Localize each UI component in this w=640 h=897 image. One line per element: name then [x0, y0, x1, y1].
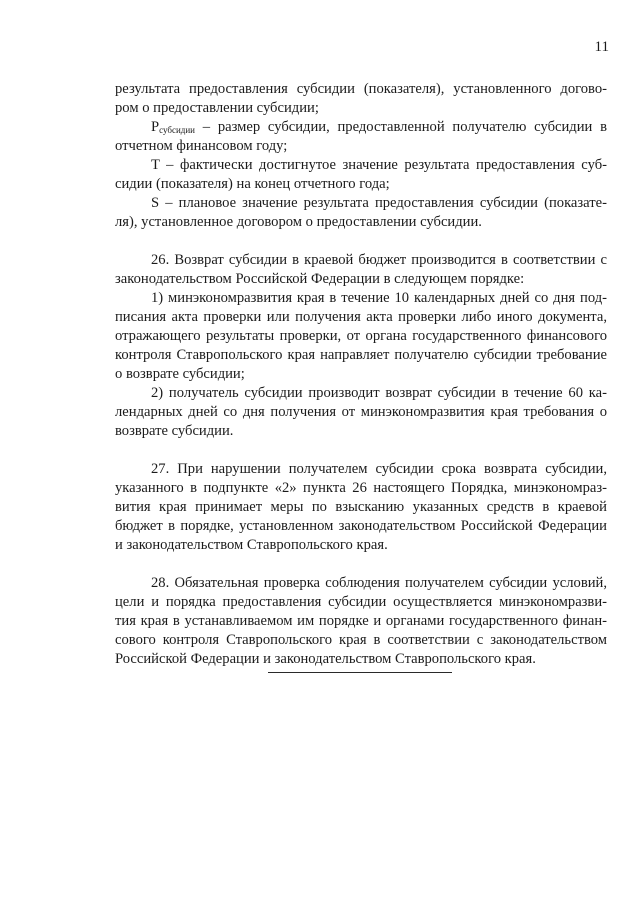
paragraph-26-line: законодательством Российской Федерации в следующем порядке:: [115, 271, 525, 287]
paragraph-27-line: и законодательством Ставропольского края.: [115, 537, 388, 553]
text-line: T – фактически достигнутое значение результата предоставления суб-: [151, 157, 607, 173]
paragraph-26-item-1-line: о возврате субсидии;: [115, 366, 245, 382]
paragraph-gap: [115, 441, 607, 460]
paragraph-gap: [115, 232, 607, 251]
paragraph-26-line: 26. Возврат субсидии в краевой бюджет производится в соответствии с: [151, 252, 607, 268]
paragraph-26-item-1-line: контроля Ставропольского края направляет получателю субсидии требование: [115, 347, 607, 363]
text-line: результата предоставления субсидии (показателя), установленного догово-: [115, 81, 607, 97]
paragraph-26-item-2-line: лендарных дней со дня получения от минэкономразвития края требования о: [115, 404, 607, 420]
text-line: S – плановое значение результата предоставления субсидии (показате-: [151, 195, 607, 211]
page-number: 11: [594, 39, 609, 55]
paragraph-27-line: указанного в подпункте «2» пункта 26 настоящего Порядка, минэкономраз-: [115, 480, 607, 496]
text-line-formula-p: [115, 118, 607, 137]
paragraph-26-item-1-line: писания акта проверки или получения акта проверки либо иного документа,: [115, 309, 607, 325]
paragraph-27-line: бюджет в порядке, установленном законодательством Российской Федерации: [115, 518, 607, 534]
formula-term-p-subscript: субсидии: [159, 125, 195, 135]
paragraph-28-line: сового контроля Ставропольского края в соответствии с законодательством: [115, 632, 607, 648]
paragraph-26-item-1-line: 1) минэкономразвития края в течение 10 календарных дней со дня под-: [151, 290, 607, 306]
paragraph-26-item-2-line: 2) получатель субсидии производит возврат субсидии в течение 60 ка-: [151, 385, 607, 401]
document-body: [115, 80, 607, 669]
paragraph-26-item-2-line: возврате субсидии.: [115, 423, 234, 439]
text-line: сидии (показателя) на конец отчетного года;: [115, 176, 390, 192]
paragraph-28-line: тия края в устанавливаемом им порядке и органами государственного финан-: [115, 613, 607, 629]
paragraph-27-line: 27. При нарушении получателем субсидии срока возврата субсидии,: [151, 461, 607, 477]
end-of-text-rule: [268, 672, 452, 673]
paragraph-28-line: 28. Обязательная проверка соблюдения получателем субсидии условий,: [151, 575, 607, 591]
paragraph-28-line: Российской Федерации и законодательством Ставропольского края.: [115, 651, 536, 667]
paragraph-27-line: вития края принимает меры по взысканию указанных средств в краевой: [115, 499, 607, 515]
text-line: ля), установленное договором о предоставлении субсидии.: [115, 214, 482, 230]
text-line: ром о предоставлении субсидии;: [115, 100, 319, 116]
paragraph-28-line: цели и порядка предоставления субсидии осуществляется минэкономразви-: [115, 594, 607, 610]
paragraph-gap: [115, 555, 607, 574]
formula-term-p: P: [151, 119, 160, 135]
paragraph-26-item-1-line: отражающего результаты проверки, от органа государственного финансового: [115, 328, 607, 344]
text-line-formula-p-rest: – размер субсидии, предоставленной получателю субсидии в: [194, 119, 607, 135]
text-line: отчетном финансовом году;: [115, 138, 288, 154]
